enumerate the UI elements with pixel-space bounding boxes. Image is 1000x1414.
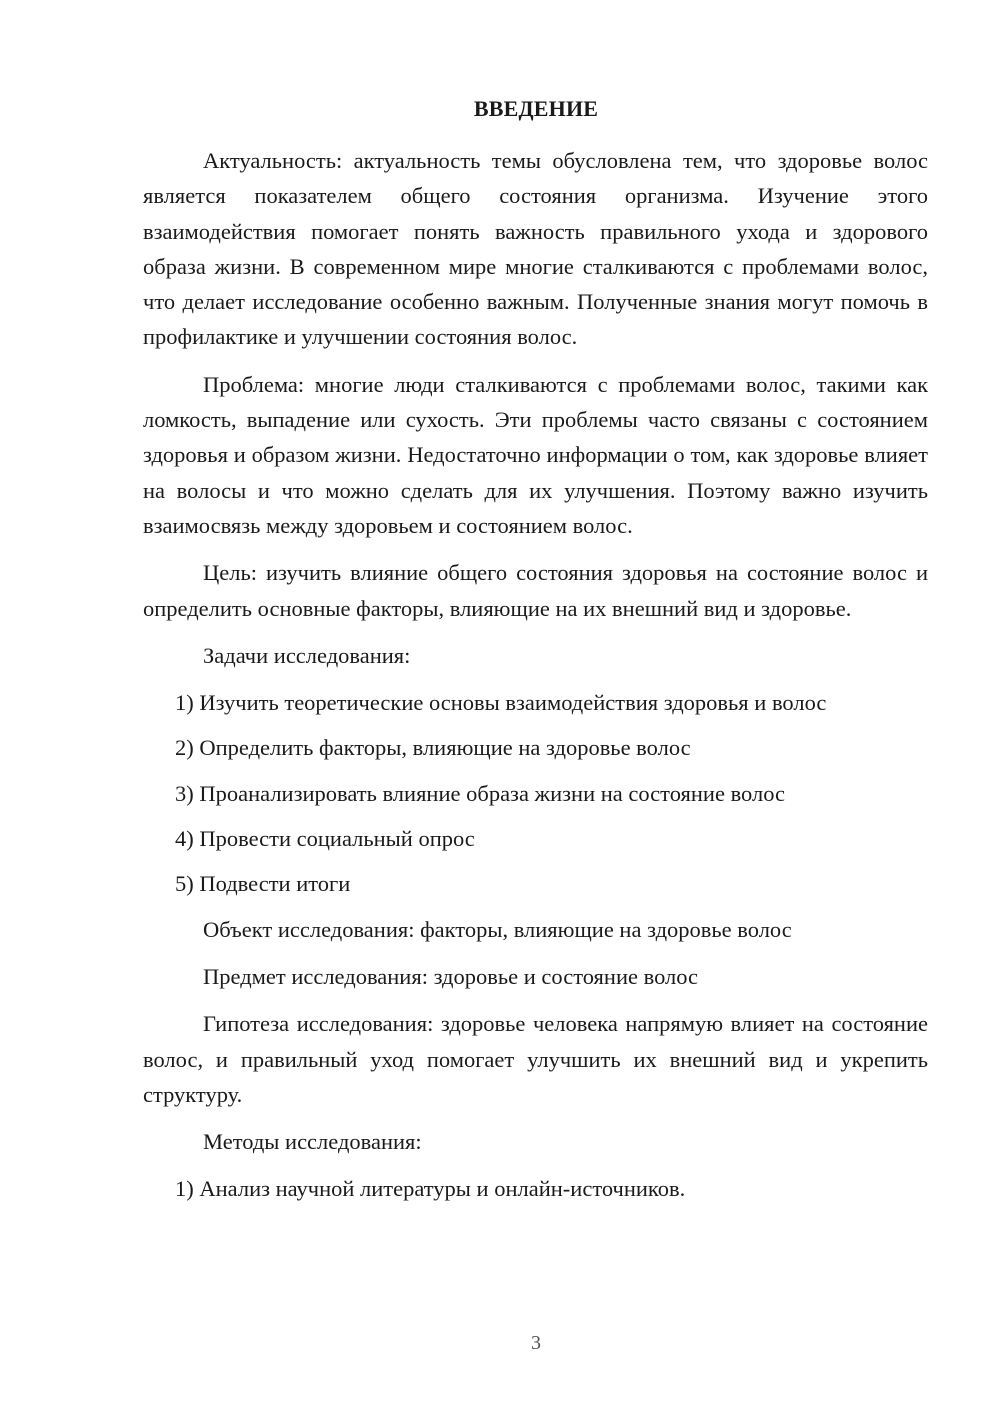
task-item: 1) Изучить теоретические основы взаимодействия здоровья и волос [175,690,827,716]
problem-paragraph: Проблема: многие люди сталкиваются с проблемами волос, такими как ломкость, выпадение или сухость. Эти проблемы часто связаны с состоянием здоровья и образом жизни. Недостаточно информации о том, как здоровье влияет на волосы и что можно сделать для их улучшения. Поэтому важно изучить взаимосвязь между здоровьем и состоянием волос. [143,371,928,538]
methods-heading: Методы исследования: [203,1129,422,1155]
task-item: 5) Подвести итоги [175,871,351,897]
method-item: 1) Анализ научной литературы и онлайн-источников. [175,1176,686,1202]
subject-line: Предмет исследования: здоровье и состояние волос [203,963,699,989]
task-item: 2) Определить факторы, влияющие на здоровье волос [175,735,691,761]
object-line: Объект исследования: факторы, влияющие на здоровье волос [203,916,792,942]
hypothesis-paragraph: Гипотеза исследования: здоровье человека напрямую влияет на состояние волос, и правильный уход помогает улучшить их внешний вид и укрепить структуру. [143,1011,928,1107]
task-item: 4) Провести социальный опрос [175,826,475,852]
task-item: 3) Проанализировать влияние образа жизни на состояние волос [175,780,786,806]
relevance-paragraph: Актуальность: актуальность темы обусловлена тем, что здоровье волос является показателем общего состояния организма. Изучение этого взаимодействия помогает понять важность правильного ухода и здорового образа жизни. В современном мире многие сталкиваются с проблемами волос, что делает исследование особенно важным. Полученные знания могут помочь в профилактике и улучшении состояния волос. [143,148,928,350]
body-text [143,143,928,1217]
goal-paragraph: Цель: изучить влияние общего состояния здоровья на состояние волос и определить основные факторы, влияющие на их внешний вид и здоровье. [143,560,928,621]
section-heading: ВВЕДЕНИЕ [473,96,599,121]
page-number: 3 [531,1332,541,1354]
tasks-heading: Задачи исследования: [203,642,411,668]
